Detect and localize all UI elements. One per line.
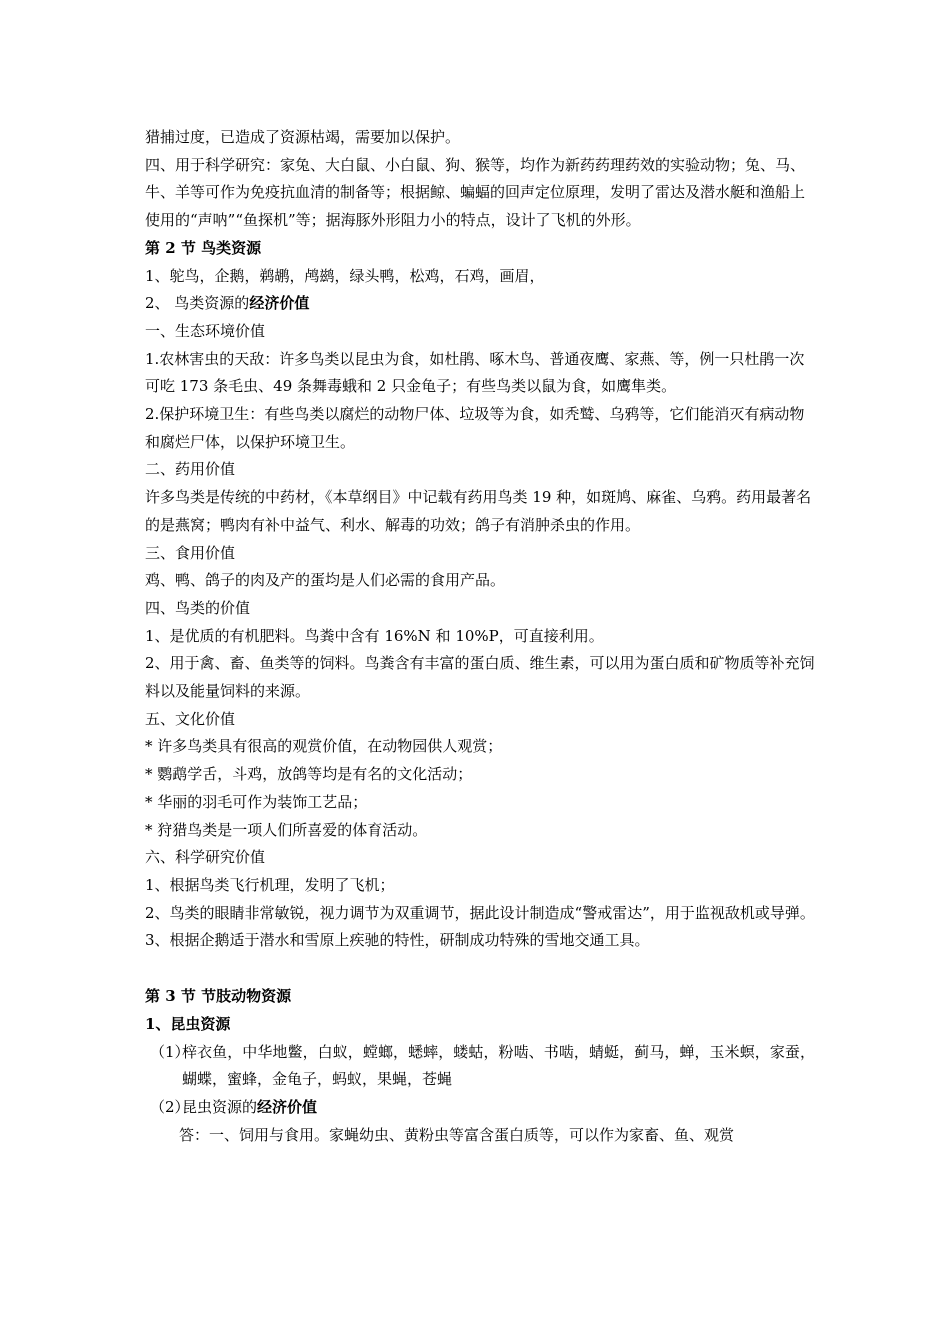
section-heading: 第 2 节 鸟类资源: [145, 238, 262, 257]
bullet-item: * 华丽的羽毛可作为装饰工艺品；: [145, 792, 368, 811]
bullet-item: * 鹦鹉学舌，斗鸡，放鸽等均是有名的文化活动；: [145, 765, 473, 784]
paragraph: 四、用于科学研究：家兔、大白鼠、小白鼠、狗、猴等，均作为新药药理药效的实验动物；兔、马、牛、羊等可作为免疫抗血清的制备等；根据鲸、蝙蝠的回声定位原理，发明了雷达及潜水艇和渔船上使用的“声呐”“鱼探机”等；据海豚外形阻力小的特点，设计了飞机的外形。: [145, 155, 806, 230]
spacer: [145, 955, 815, 983]
list-number: （2）: [150, 1097, 190, 1116]
paragraph: 2、用于禽、畜、鱼类等的饲料。鸟粪含有丰富的蛋白质、维生素，可以用为蛋白质和矿物质等补充饲料以及能量饲料的来源。: [145, 654, 815, 701]
economic-value-heading: [145, 290, 815, 318]
bullet-item: * 狩猎鸟类是一项人们所喜爱的体育活动。: [145, 820, 428, 839]
subheading: 六、科学研究价值: [145, 848, 266, 867]
subheading: 一、生态环境价值: [145, 321, 266, 340]
paragraph: 2、鸟类的眼睛非常敏锐，视力调节为双重调节，据此设计制造成“警戒雷达”，用于监视敌机或导弹。: [145, 903, 815, 922]
heading-emphasis: 经济价值: [257, 1097, 318, 1116]
list-item: [145, 1039, 815, 1094]
economic-value-heading: [182, 1094, 815, 1122]
subheading: 三、食用价值: [145, 543, 236, 562]
heading-emphasis: 经济价值: [249, 294, 310, 313]
subheading: 1、昆虫资源: [145, 1014, 231, 1033]
insect-list: 梓衣鱼，中华地鳖，白蚁，螳螂，蟋蟀，蝼蛄，粉啮、书啮，蜻蜓，蓟马，蝉，玉米螟，家蚕，蝴蝶，蜜蜂，金龟子，蚂蚁，果蝇，苍蝇: [182, 1042, 815, 1089]
bird-species-list: 1、鸵鸟，企鹅，鹈鹕，鸬鹚，绿头鸭，松鸡，石鸡，画眉，: [145, 266, 545, 285]
subheading: 四、鸟类的价值: [145, 598, 251, 617]
subheading: 二、药用价值: [145, 460, 236, 479]
paragraph: 猎捕过度，已造成了资源枯竭，需要加以保护。: [145, 128, 461, 146]
heading-prefix: 昆虫资源的: [182, 1097, 258, 1116]
list-number: （1）: [150, 1042, 190, 1061]
list-item: [145, 1094, 815, 1122]
document-page: [145, 124, 815, 1149]
paragraph: 1、根据鸟类飞行机理，发明了飞机；: [145, 875, 395, 894]
paragraph: 1.农林害虫的天敌：许多鸟类以昆虫为食，如杜鹃、啄木鸟、普通夜鹰、家燕、等，例一只杜鹃一次可吃 173 条毛虫、49 条舞毒蛾和 2 只金龟子；有些鸟类以鼠为食，如鹰隼类。: [145, 349, 805, 396]
paragraph: 3、根据企鹅适于潜水和雪原上疾驰的特性，研制成功特殊的雪地交通工具。: [145, 931, 650, 950]
bullet-item: * 许多鸟类具有很高的观赏价值，在动物园供人观赏；: [145, 737, 503, 756]
paragraph: 鸡、鸭、鸽子的肉及产的蛋均是人们必需的食用产品。: [145, 571, 506, 590]
paragraph: 2.保护环境卫生：有些鸟类以腐烂的动物尸体、垃圾等为食，如秃鹫、乌鸦等，它们能消灭有病动物和腐烂尸体，以保护环境卫生。: [145, 405, 805, 451]
paragraph: 1、是优质的有机肥料。鸟粪中含有 16%N 和 10%P，可直接利用。: [145, 626, 604, 645]
section-heading: 第 3 节 节肢动物资源: [145, 987, 292, 1006]
paragraph: 许多鸟类是传统的中药材，《本草纲目》中记载有药用鸟类 19 种，如斑鸠、麻雀、乌鸦。药用最著名的是燕窝；鸭肉有补中益气、利水、解毒的功效；鸽子有消肿杀虫的作用。: [145, 488, 812, 534]
subheading: 五、文化价值: [145, 709, 236, 728]
heading-prefix: 2、 鸟类资源的: [145, 294, 250, 313]
answer-paragraph: 答：一、饲用与食用。家蝇幼虫、黄粉虫等富含蛋白质等，可以作为家畜、鱼、观赏: [179, 1125, 735, 1144]
